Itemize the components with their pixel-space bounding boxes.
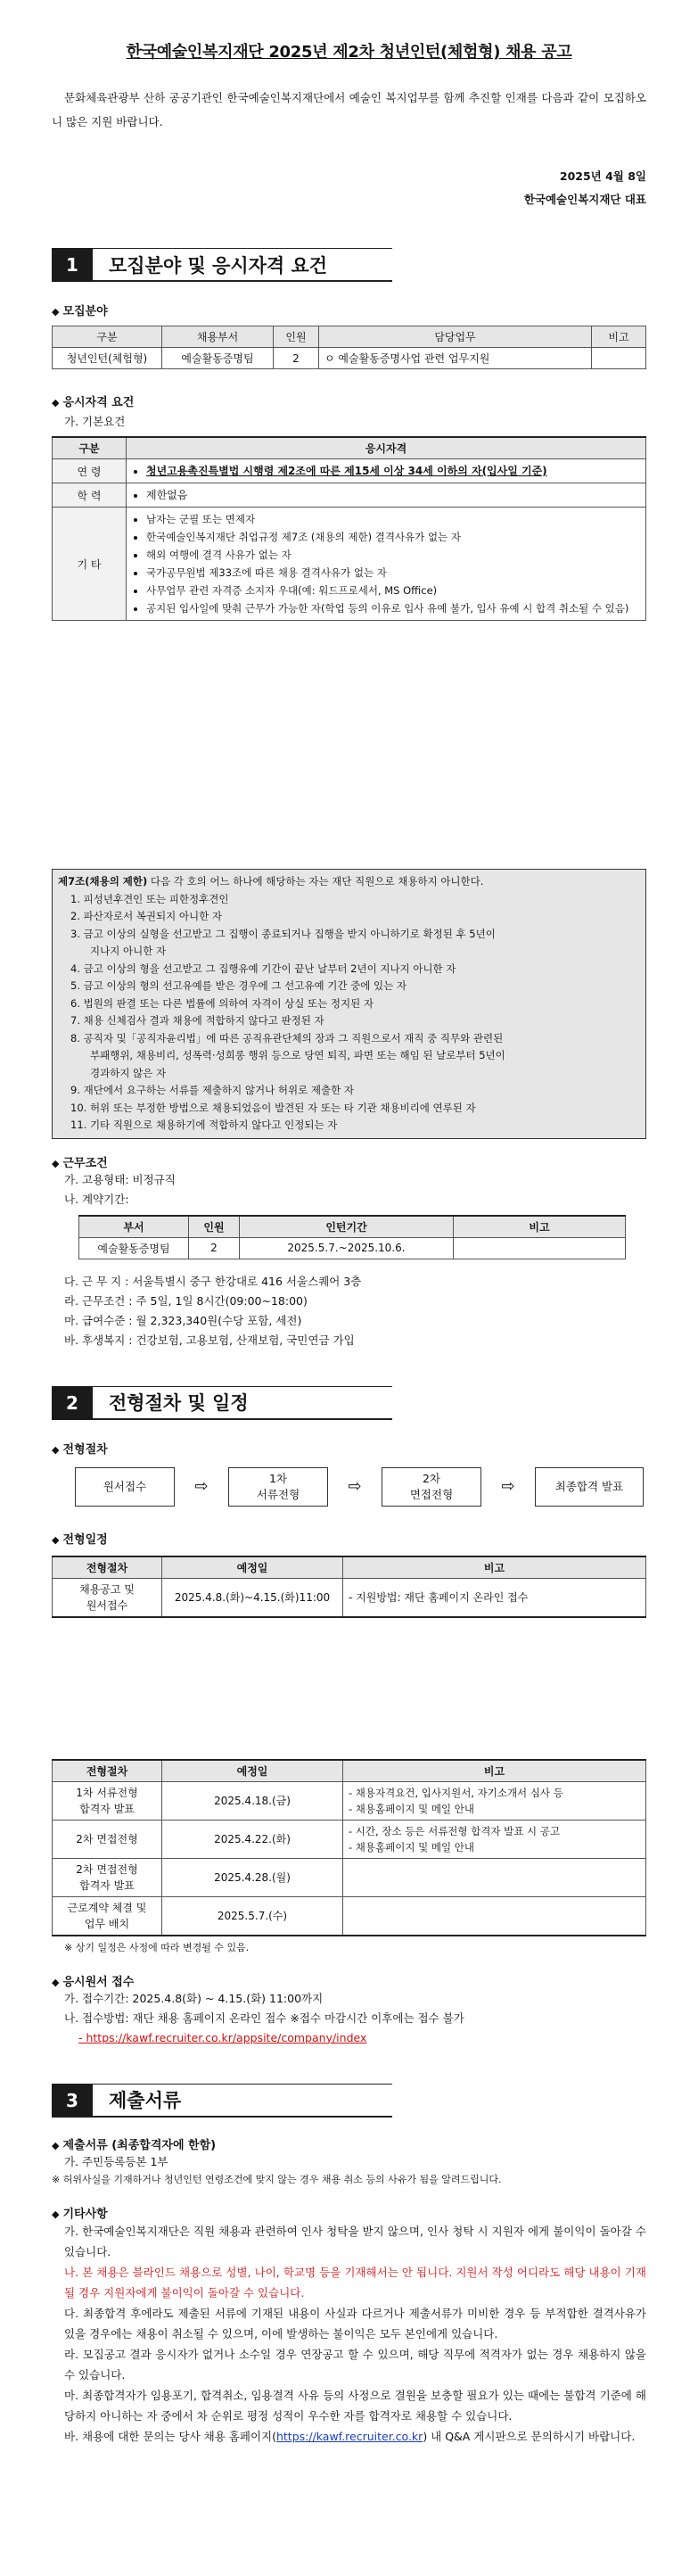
table-row: 1차 서류전형 합격자 발표 2025.4.18.(금) - 채용자격요건, 입사지원서, 자기소개서 심사 등 - 채용홈페이지 및 메일 안내 bbox=[53, 1781, 646, 1820]
table-header: 구분 bbox=[53, 326, 162, 348]
arrow-right-icon: ⇨ bbox=[348, 1477, 362, 1496]
list-item: 9. 재단에서 요구하는 서류를 제출하지 않거나 허위로 제출한 자 bbox=[70, 1084, 354, 1096]
section-number: 2 bbox=[52, 1386, 93, 1420]
qualification-table bbox=[52, 436, 646, 621]
table-header: 구분 bbox=[53, 437, 127, 459]
table-row: 근로계약 체결 및 업무 배치 2025.5.7.(수) bbox=[53, 1896, 646, 1936]
diamond-bullet-icon: ◆ bbox=[52, 1443, 60, 1456]
table-row: 연 령 • 청년고용촉진특별법 시행령 제2조에 따른 제15세 이상 34세 이하의 자(입사일 기준) bbox=[53, 459, 646, 483]
table-header: 채용부서 bbox=[162, 326, 274, 348]
diamond-bullet-icon: ◆ bbox=[52, 397, 60, 409]
work-type: 가. 고용형태: 비정규직 bbox=[64, 1172, 176, 1186]
arrow-right-icon: ⇨ bbox=[501, 1477, 515, 1496]
list-item: 5. 금고 이상의 형의 선고유예를 받은 경우에 그 선고유예 기간 중에 있는 자 bbox=[70, 979, 406, 992]
announcement-date: 2025년 4월 8일 bbox=[559, 169, 646, 183]
section-3-header bbox=[52, 2084, 646, 2118]
article-7-box bbox=[52, 869, 646, 1139]
schedule-table-2: 전형절차 예정일 비고 1차 서류전형 합격자 발표 2025.4.18.(금) - 채용자격요건, 입사지원서, 자기소개서 심사 등 - 채용홈페이지 및 메일 안내 2차 면접전형 2025.4.22.(화) - 시간, 장소 등은 서류전형 합격자 발표 시 공고 - 채용홈페이지 및 메일 안내 2차 면접전형 합격자 발표 2025.4.28.(월) 근로계약 체결 및 업무 배치 2025.5.7.(수) bbox=[52, 1759, 646, 1936]
section-1-header bbox=[52, 248, 646, 282]
apply-period: 가. 접수기간: 2025.4.8(화) ~ 4.15.(화) 11:00까지 bbox=[64, 1991, 324, 2005]
list-item: 부패행위, 채용비리, 성폭력·성희롱 행위 등으로 당연 퇴직, 파면 또는 해임 된 날로부터 5년이 bbox=[90, 1049, 505, 1061]
field-heading: ◆ 모집분야 bbox=[52, 305, 108, 318]
salary: 마. 급여수준 : 월 2,323,340원(수당 포함, 세전) bbox=[64, 1313, 302, 1327]
table-row: 학 력 • 제한없음 bbox=[53, 483, 646, 508]
docs-note: ※ 허위사실을 기재하거나 청년인턴 연령조건에 맞지 않는 경우 채용 취소 등의 사유가 됨을 알려드립니다. bbox=[52, 2173, 502, 2185]
table-header: 응시자격 bbox=[127, 437, 646, 459]
qualification-heading: ◆ 응시자격 요건 bbox=[52, 396, 135, 409]
list-item: 7. 채용 신체검사 결과 채용에 적합하지 않다고 판정된 자 bbox=[70, 1014, 324, 1027]
process-heading: ◆ 전형절차 bbox=[52, 1442, 108, 1457]
intro-text: 문화체육관광부 산하 공공기관인 한국예술인복지재단에서 예술인 복지업무를 함께 추진할 인재를 다음과 같이 모집하오니 많은 지원 바랍니다. bbox=[52, 91, 646, 128]
list-item: • 남자는 군필 또는 면제자 bbox=[146, 510, 640, 528]
section-2-header bbox=[52, 1386, 646, 1420]
section-title: 모집분야 및 응시자격 요건 bbox=[93, 248, 392, 282]
misc-item: 라. 모집공고 결과 응시자가 없거나 소수일 경우 연장공고 할 수 있으며, 해당 직무에 적격자가 없는 경우 채용하지 않을 수 있습니다. bbox=[64, 2347, 646, 2382]
table-row: 예술활동증명팀 2 2025.5.7.~2025.10.6. bbox=[79, 1237, 626, 1259]
list-item: 6. 법원의 판결 또는 다른 법률에 의하여 자격이 상실 또는 정지된 자 bbox=[70, 996, 374, 1010]
diamond-bullet-icon: ◆ bbox=[52, 1533, 60, 1546]
apply-method: 나. 접수방법: 재단 채용 홈페이지 온라인 접수 ※접수 마감시간 이후에는 접수 불가 bbox=[64, 2010, 464, 2025]
work-heading: ◆ 근무조건 bbox=[52, 1156, 108, 1170]
organization-name: 한국예술인복지재단 대표 bbox=[523, 193, 646, 206]
misc-item-warning: 나. 본 채용은 블라인드 채용으로 성별, 나이, 학교명 등을 기재해서는 안 됩니다. 지원서 작성 어디라도 해당 내용이 기재될 경우 지원자에게 불이익이 돌아갈 수 있습니다. bbox=[64, 2265, 646, 2299]
schedule-table: 전형절차 예정일 비고 채용공고 및 원서접수 2025.4.8.(화)~4.15.(화)11:00 - 지원방법: 재단 홈페이지 온라인 접수 bbox=[52, 1556, 646, 1618]
welfare: 바. 후생복지 : 건강보험, 고용보험, 산재보험, 국민연금 가입 bbox=[64, 1333, 355, 1347]
diamond-bullet-icon: ◆ bbox=[52, 306, 60, 318]
work-hours: 라. 근무조건 : 주 5일, 1일 8시간(09:00~18:00) bbox=[64, 1293, 308, 1308]
process-step: 1차 서류전형 bbox=[228, 1467, 328, 1507]
work-location: 다. 근 무 지 : 서울특별시 중구 한강대로 416 서울스퀘어 3층 bbox=[64, 1274, 362, 1288]
misc-item: 다. 최종합격 후에라도 제출된 서류에 기재된 내용이 사실과 다르거나 제출서류가 미비한 경우 등 부적합한 결격사유가 있을 경우에는 채용이 취소될 수 있으며, 이에 발생하는 불이익은 모두 본인에게 있습니다. bbox=[64, 2306, 646, 2341]
diamond-bullet-icon: ◆ bbox=[52, 1157, 60, 1169]
list-item: 2. 파산자로서 복권되지 아니한 자 bbox=[70, 910, 223, 922]
table-row: 청년인턴(체험형) 예술활동증명팀 2 ㅇ 예술활동증명사업 관련 업무지원 bbox=[53, 348, 646, 369]
article-7-lead: 제7조(채용의 제한) 다음 각 호의 어느 하나에 해당하는 자는 재단 직원으로 채용하지 아니한다. bbox=[58, 875, 484, 888]
misc-item: 마. 최종합격자가 임용포기, 합격취소, 임용결격 사유 등의 사정으로 결원을 보충할 필요가 있는 때에는 불합격 기준에 해당하지 아니하는 자 중에서 차 순위로 평정 성적이 우수한 자를 합격자로 채용할 수 있습니다. bbox=[64, 2388, 646, 2423]
table-header: 담당업무 bbox=[319, 326, 592, 348]
diamond-bullet-icon: ◆ bbox=[52, 2139, 60, 2151]
schedule-heading: ◆ 전형일정 bbox=[52, 1532, 108, 1547]
section-title: 전형절차 및 일정 bbox=[93, 1386, 392, 1420]
table-row: 채용공고 및 원서접수 2025.4.8.(화)~4.15.(화)11:00 - 지원방법: 재단 홈페이지 온라인 접수 bbox=[53, 1578, 646, 1617]
process-step: 최종합격 발표 bbox=[535, 1467, 644, 1507]
list-item: • 공지된 입사일에 맞춰 근무가 가능한 자(학업 등의 이유로 입사 유예 불가, 입사 유예 시 합격 취소될 수 있음) bbox=[146, 599, 640, 617]
list-item: 11. 기타 직원으로 채용하기에 적합하지 않다고 인정되는 자 bbox=[70, 1119, 338, 1131]
misc-item: 가. 한국예술인복지재단은 직원 채용과 관련하여 인사 청탁을 받지 않으며, 인사 청탁 시 지원자 에게 불이익이 돌아갈 수 있습니다. bbox=[64, 2224, 646, 2258]
qualification-subheading: 가. 기본요건 bbox=[64, 415, 126, 428]
section-number: 3 bbox=[52, 2084, 93, 2118]
list-item: 8. 공직자 및「공직자윤리법」에 따른 공직유관단체의 장과 그 직원으로서 재직 중 직무와 관련된 bbox=[70, 1031, 504, 1044]
arrow-right-icon: ⇨ bbox=[194, 1477, 209, 1496]
process-step: 원서접수 bbox=[75, 1467, 175, 1507]
age-requirement: • 청년고용촉진특별법 시행령 제2조에 따른 제15세 이상 34세 이하의 자(입사일 기준) bbox=[146, 462, 640, 480]
list-item: 지나지 아니한 자 bbox=[90, 945, 167, 957]
docs-item: 가. 주민등록등본 1부 bbox=[64, 2154, 168, 2168]
page-title: 한국예술인복지재단 2025년 제2차 청년인턴(체험형) 채용 공고 bbox=[126, 43, 572, 62]
list-item: 3. 금고 이상의 실형을 선고받고 그 집행이 종료되거나 집행을 받지 아니하기로 확정된 후 5년이 bbox=[70, 927, 496, 940]
list-item: 10. 허위 또는 부정한 방법으로 채용되었음이 발견된 자 또는 타 기관 채용비리에 연루된 자 bbox=[70, 1101, 476, 1114]
list-item: • 국가공무원법 제33조에 따른 채용 결격사유가 없는 자 bbox=[146, 564, 640, 582]
list-item: 경과하지 않은 자 bbox=[90, 1066, 167, 1079]
docs-heading: ◆ 제출서류 (최종합격자에 한함) bbox=[52, 2138, 217, 2152]
table-row: 2차 면접전형 합격자 발표 2025.4.28.(월) bbox=[53, 1858, 646, 1896]
schedule-footnote: ※ 상기 일정은 사정에 따라 변경될 수 있음. bbox=[64, 1941, 250, 1953]
list-item: 1. 피성년후견인 또는 피한정후견인 bbox=[70, 892, 229, 905]
list-item: • 해외 여행에 결격 사유가 없는 자 bbox=[146, 546, 640, 564]
section-number: 1 bbox=[52, 248, 93, 282]
field-table bbox=[52, 326, 646, 369]
diamond-bullet-icon: ◆ bbox=[52, 1976, 60, 1988]
table-header: 인원 bbox=[274, 326, 319, 348]
apply-link[interactable]: - https://kawf.recruiter.co.kr/appsite/company/index bbox=[78, 2030, 367, 2044]
contract-table: 부서 인원 인턴기간 비고 예술활동증명팀 2 2025.5.7.~2025.10.6. bbox=[78, 1215, 626, 1259]
misc-heading: ◆ 기타사항 bbox=[52, 2207, 108, 2221]
table-header: 비고 bbox=[592, 326, 646, 348]
misc-item: 바. 채용에 대한 문의는 당사 채용 홈페이지(https://kawf.recruiter.co.kr) 내 Q&A 게시판으로 문의하시기 바랍니다. bbox=[64, 2429, 636, 2443]
list-item: 4. 금고 이상의 형을 선고받고 그 집행유예 기간이 끝난 날부터 2년이 지나지 아니한 자 bbox=[70, 962, 456, 975]
process-flow bbox=[75, 1467, 646, 1507]
list-item: • 한국예술인복지재단 취업규정 제7조 (채용의 제한) 결격사유가 없는 자 bbox=[146, 528, 640, 546]
table-row: 기 타 • 남자는 군필 또는 면제자 • 한국예술인복지재단 취업규정 제7조 (채용의 제한) 결격사유가 없는 자 • 해외 여행에 결격 사유가 없는 자 • 국가공무원법 제33조에 따른 채용 결격사유가 없는 자 • 사무업무 관련 자격증 소지자 우대(예: 워드프로세서, MS Office) • 공지된 입사일에 맞춰 근무가 가능한 자(학업 등의 이유로 입사 유예 불가, 입사 유예 시 합격 취소될 수 있음) bbox=[53, 508, 646, 621]
section-title: 제출서류 bbox=[93, 2084, 392, 2118]
diamond-bullet-icon: ◆ bbox=[52, 2208, 60, 2220]
process-step: 2차 면접전형 bbox=[382, 1467, 481, 1507]
recruit-homepage-link[interactable]: https://kawf.recruiter.co.kr bbox=[275, 2429, 423, 2443]
list-item: • 사무업무 관련 자격증 소지자 우대(예: 워드프로세서, MS Office) bbox=[146, 582, 640, 599]
table-row: 2차 면접전형 2025.4.22.(화) - 시간, 장소 등은 서류전형 합격자 발표 시 공고 - 채용홈페이지 및 메일 안내 bbox=[53, 1820, 646, 1858]
work-period-label: 나. 계약기간: bbox=[64, 1192, 129, 1206]
apply-heading: ◆ 응시원서 접수 bbox=[52, 1975, 135, 1989]
